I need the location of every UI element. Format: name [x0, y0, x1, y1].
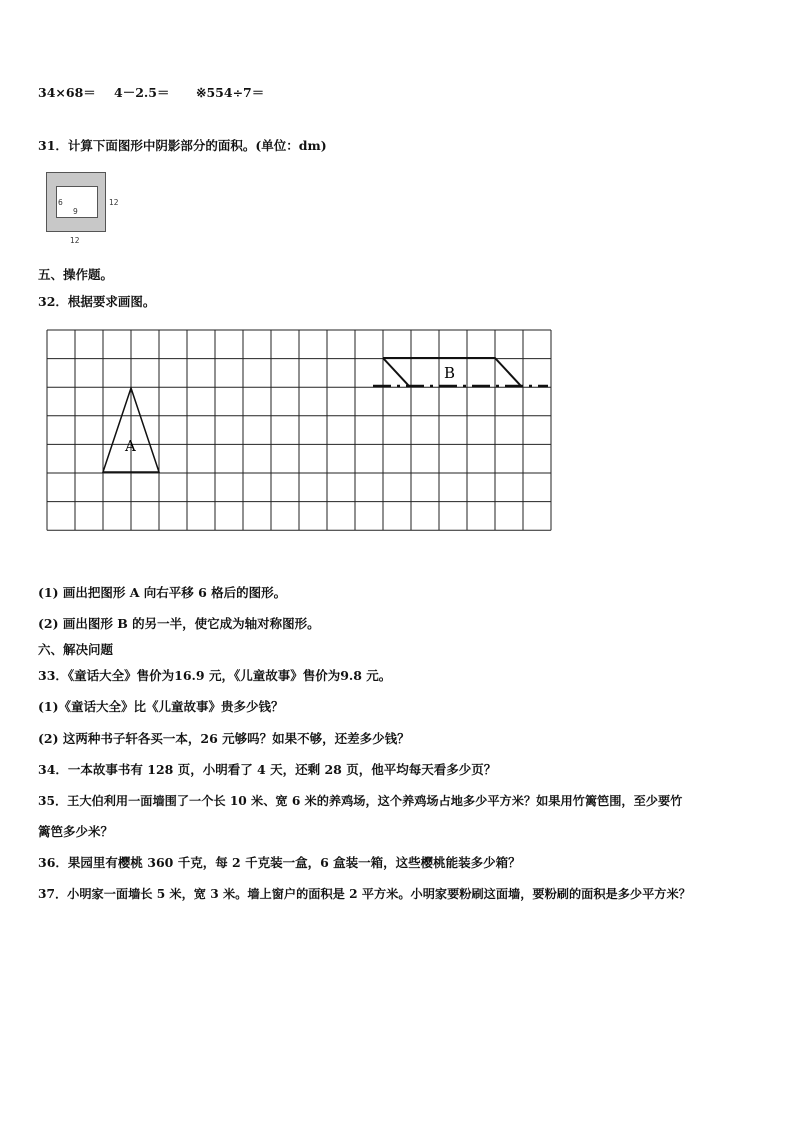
question-31: 31．计算下面图形中阴影部分的面积。(单位：dm) — [38, 138, 327, 153]
question-36: 36．果园里有樱桃 360 千克，每 2 千克装一盒，6 盒装一箱，这些樱桃能装多少箱？ — [38, 855, 521, 870]
question-35-line-1: 35．王大伯利用一面墙围了一个长 10 米、宽 6 米的养鸡场，这个养鸡场占地多少平方米？如果用竹篱笆围，至少要竹 — [38, 794, 683, 808]
calc-item-3: ※554÷7＝ — [196, 85, 265, 100]
label-inner-width: 9 — [73, 207, 78, 216]
section-6-heading: 六、解决问题 — [38, 642, 114, 657]
question-37: 37．小明家一面墙长 5 米，宽 3 米。墙上窗户的面积是 2 平方米。小明家要粉刷这面墙，要粉刷的面积是多少平方米？ — [38, 887, 691, 901]
question-33: 33．《童话大全》售价为16.9 元，《儿童故事》售价为9.8 元。 — [38, 668, 392, 683]
label-outer-width: 12 — [70, 236, 80, 245]
question-35-line-2: 篱笆多少米？ — [38, 824, 114, 839]
calc-item-1: 34×68＝ — [38, 85, 96, 100]
label-outer-height: 12 — [109, 198, 119, 207]
question-32-part-2: (2) 画出图形 B 的另一半，使它成为轴对称图形。 — [38, 616, 320, 631]
drawing-grid — [46, 329, 554, 531]
question-33-part-1: (1)《童话大全》比《儿童故事》贵多少钱？ — [38, 699, 284, 714]
label-inner-height: 6 — [58, 198, 63, 207]
question-34: 34．一本故事书有 128 页，小明看了 4 天，还剩 28 页，他平均每天看多少页？ — [38, 762, 497, 777]
question-32: 32．根据要求画图。 — [38, 294, 156, 309]
calc-row — [38, 83, 265, 101]
question-32-part-1: (1) 画出把图形 A 向右平移 6 格后的图形。 — [38, 585, 287, 600]
shape-a-label: A — [125, 437, 136, 455]
section-5-heading: 五、操作题。 — [38, 267, 114, 282]
shape-b-label: B — [444, 364, 456, 382]
shape-b-left-edge — [383, 358, 409, 386]
calc-item-2: 4－2.5＝ — [114, 85, 170, 100]
shaded-square-figure — [46, 172, 106, 232]
grid-lines — [47, 330, 551, 530]
question-33-part-2: (2) 这两种书子轩各买一本，26 元够吗？如果不够，还差多少钱？ — [38, 731, 410, 746]
